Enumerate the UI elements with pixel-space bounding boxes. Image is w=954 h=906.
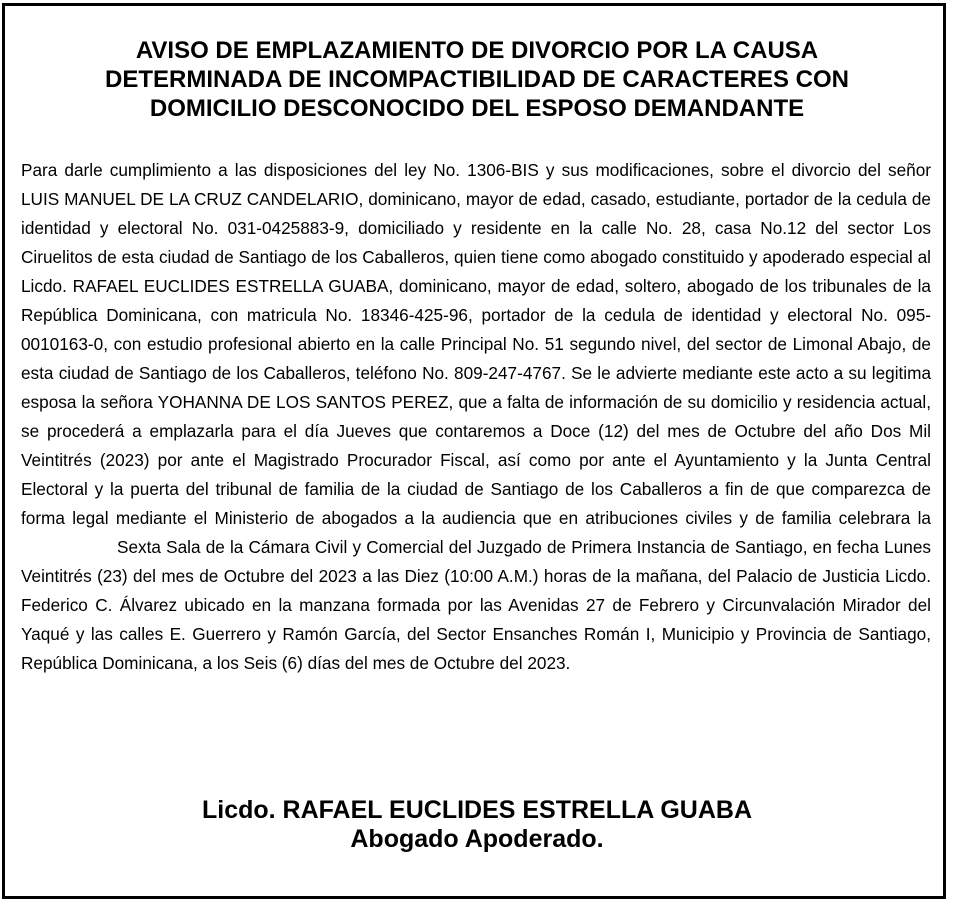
body-text-part-2: Sexta Sala de la Cámara Civil y Comercial del Juzgado de Primera Instancia de Santiago, en fecha Lunes Veintitrés (23) del mes de Octubre del 2023 a las Diez (10:00 A.M.) horas de la mañana, del Palacio de Justicia Licdo. Federico C. Álvarez ubicado en la manzana formada por las Avenidas 27 de Febrero y Circunvalación Mirador del Yaqué y las calles E. Guerrero y Ramón García, del Sector Ensanches Román I, Municipio y Provincia de Santiago, República Dominicana, a los Seis (6) días del mes de Octubre del 2023. (21, 537, 931, 673)
notice-title (5, 36, 949, 123)
signature-block (5, 796, 949, 854)
legal-notice (2, 3, 946, 899)
title-line-3: DOMICILIO DESCONOCIDO DEL ESPOSO DEMANDANTE (149, 95, 805, 122)
notice-body (21, 156, 931, 678)
body-text-part-1: Para darle cumplimiento a las disposiciones del ley No. 1306-BIS y sus modificaciones, sobre el divorcio del señor LUIS MANUEL DE LA CRUZ CANDELARIO, dominicano, mayor de edad, casado, estudiante, portador de la cedula de identidad y electoral No. 031-0425883-9, domiciliado y residente en la calle No. 28, casa No.12 del sector Los Ciruelitos de esta ciudad de Santiago de los Caballeros, quien tiene como abogado constituido y apoderado especial al Licdo. RAFAEL EUCLIDES ESTRELLA GUABA, dominicano, mayor de edad, soltero, abogado de los tribunales de la República Dominicana, con matricula No. 18346-425-96, portador de la cedula de identidad y electoral No. 095-0010163-0, con estudio profesional abierto en la calle Principal No. 51 segundo nivel, del sector de Limonal Abajo, de esta ciudad de Santiago de los Caballeros, teléfono No. 809-247-4767. Se le advierte mediante este acto a su legitima esposa la señora YOHANNA DE LOS SANTOS PEREZ, que a falta de información de su domicilio y residencia actual, se procederá a emplazarla para el día Jueves que contaremos a Doce (12) del mes de Octubre del año Dos Mil Veintitrés (2023) por ante el Magistrado Procurador Fiscal, así como por ante el Ayuntamiento y la Junta Central Electoral y la puerta del tribunal de familia de la ciudad de Santiago de los Caballeros a fin de que comparezca de forma legal mediante el Ministerio de abogados a la audiencia que en atribuciones civiles y de familia celebrara la (21, 160, 931, 528)
title-line-2: DETERMINADA DE INCOMPACTIBILIDAD DE CARACTERES CON (105, 66, 849, 93)
signatory-name: Licdo. RAFAEL EUCLIDES ESTRELLA GUABA (201, 796, 753, 824)
title-line-1: AVISO DE EMPLAZAMIENTO DE DIVORCIO POR LA CAUSA (135, 37, 819, 64)
signatory-role: Abogado Apoderado. (350, 825, 604, 853)
